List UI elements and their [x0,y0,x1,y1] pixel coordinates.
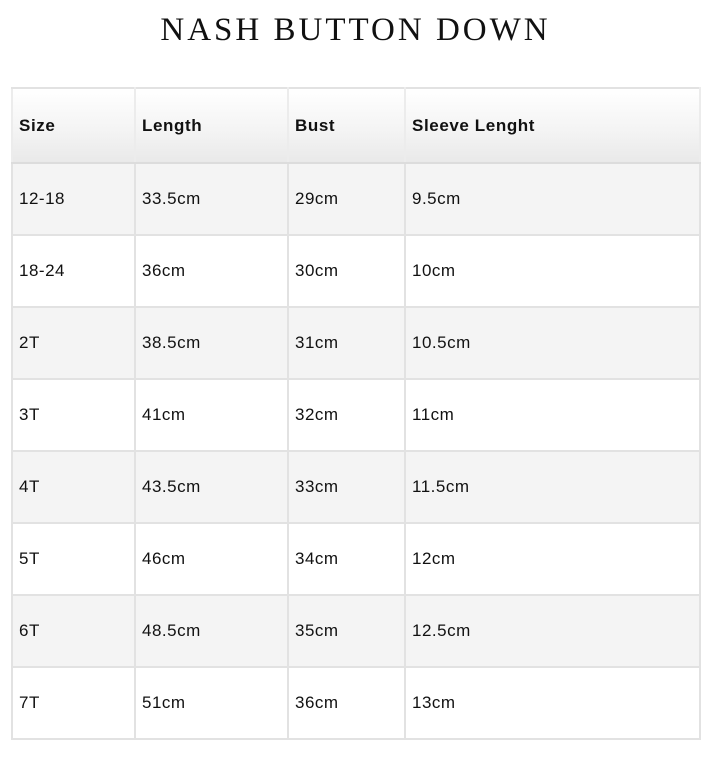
header-size: Size [12,88,135,163]
table-row [12,307,700,379]
cell-sleeve-length: 12.5cm [405,595,700,667]
cell-size: 3T [12,379,135,451]
cell-sleeve-length: 10.5cm [405,307,700,379]
cell-length: 36cm [135,235,288,307]
cell-size: 5T [12,523,135,595]
table-row [12,379,700,451]
cell-length: 51cm [135,667,288,739]
header-length: Length [135,88,288,163]
cell-sleeve-length: 9.5cm [405,163,700,235]
size-chart-table [11,87,701,740]
table-row [12,523,700,595]
cell-bust: 34cm [288,523,405,595]
cell-size: 18-24 [12,235,135,307]
cell-length: 46cm [135,523,288,595]
cell-bust: 30cm [288,235,405,307]
cell-bust: 33cm [288,451,405,523]
table-row [12,667,700,739]
table-body [12,163,700,739]
table-row [12,235,700,307]
page-title: NASH BUTTON DOWN [160,12,551,48]
table-header [12,88,700,163]
cell-size: 6T [12,595,135,667]
cell-bust: 36cm [288,667,405,739]
cell-length: 41cm [135,379,288,451]
table-row [12,451,700,523]
header-bust: Bust [288,88,405,163]
header-sleeve-length: Sleeve Lenght [405,88,700,163]
cell-size: 2T [12,307,135,379]
header-row [12,88,700,163]
cell-bust: 35cm [288,595,405,667]
cell-sleeve-length: 12cm [405,523,700,595]
table-row [12,595,700,667]
cell-size: 7T [12,667,135,739]
cell-sleeve-length: 11cm [405,379,700,451]
cell-length: 33.5cm [135,163,288,235]
cell-length: 38.5cm [135,307,288,379]
cell-bust: 32cm [288,379,405,451]
cell-bust: 29cm [288,163,405,235]
cell-sleeve-length: 13cm [405,667,700,739]
cell-sleeve-length: 10cm [405,235,700,307]
cell-sleeve-length: 11.5cm [405,451,700,523]
table-row [12,163,700,235]
cell-size: 4T [12,451,135,523]
cell-length: 43.5cm [135,451,288,523]
cell-bust: 31cm [288,307,405,379]
cell-length: 48.5cm [135,595,288,667]
cell-size: 12-18 [12,163,135,235]
